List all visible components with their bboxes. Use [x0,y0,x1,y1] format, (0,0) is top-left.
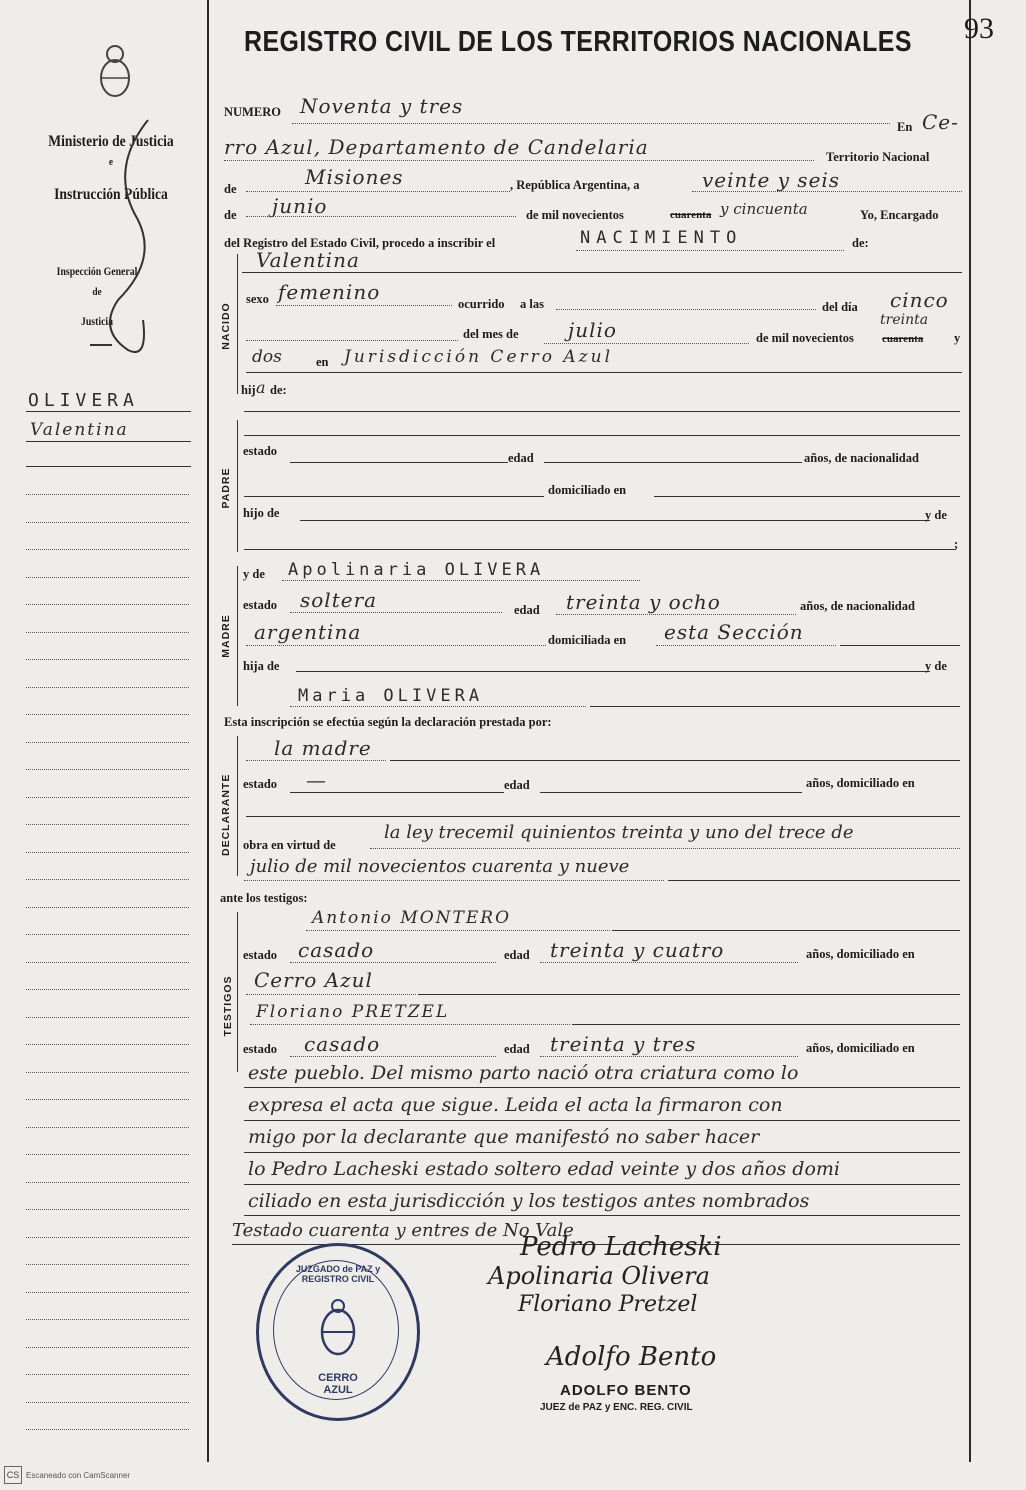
madre-y-de-label: y de [243,567,265,581]
field-line [370,848,960,849]
testigo2-edad: treinta y tres [550,1032,697,1056]
field-line [292,123,890,124]
numero-value: Noventa y tres [300,94,464,118]
madre-y-de2-label: y de [925,659,947,673]
margin-rule [26,549,189,550]
testigos-intro: ante los testigos: [220,891,308,905]
en-label: En [897,120,913,134]
padre-estado-label: estado [243,444,278,458]
testigo1-estado: casado [298,938,375,962]
margin-rule [26,824,189,825]
field-line [692,191,962,192]
field-line [612,930,960,931]
testigo1-edad-label: edad [504,948,530,962]
year-struck: cuarenta [670,209,712,221]
margin-rule [26,1182,189,1183]
field-line [290,1056,496,1057]
section-brace [237,420,238,552]
section-brace [237,912,238,1072]
mes-value: julio [568,318,617,342]
ministry-line-3: Instrucción Pública [54,186,168,203]
testigo1-name: Antonio MONTERO [312,908,512,928]
testigo2-edad-label: edad [504,1042,530,1056]
field-line [556,309,816,310]
margin-rule [26,1017,189,1018]
madre-estado-value: soltera [300,588,378,612]
signature-4: Adolfo Bento [546,1342,717,1372]
month-value: junio [272,194,328,218]
testigo2-estado-label: estado [243,1042,278,1056]
padre-anios-label: años, de nacionalidad [804,451,919,465]
field-line [290,612,502,613]
field-line [244,496,544,497]
margin-rule [26,632,189,633]
padre-semicolon: ; [954,537,959,551]
territorio-label: Territorio Nacional [826,150,930,164]
field-line [296,671,930,672]
de-label: de [224,182,237,196]
margin-rule [26,989,189,990]
seal-emblem-icon [317,1298,359,1358]
padre-edad-label: edad [508,451,534,465]
field-line [246,994,416,995]
field-line [244,1152,960,1153]
ministry-line-1: Ministerio de Justicia [48,133,174,150]
margin-rule [26,577,189,578]
field-line [242,272,962,273]
margin-rule [26,797,189,798]
scanner-footer: Escaneado con CamScanner [26,1471,131,1480]
field-line [540,962,798,963]
dia-value: cinco [890,288,949,312]
margin-rule [26,1072,189,1073]
field-line [572,1024,960,1025]
madre-abuela-value: Maria OLIVERA [298,686,484,706]
field-line [246,216,516,217]
testigo2-anios-label: años, domiciliado en [806,1041,915,1055]
margin-rule [26,1402,189,1403]
del-dia-label: del día [822,300,858,314]
margin-rule [26,1237,189,1238]
field-line [840,645,960,646]
margin-rule [26,687,189,688]
margin-rule [26,879,189,880]
field-line [244,549,956,550]
testigo1-estado-label: estado [243,948,278,962]
jurisdiccion-value: Jurisdicción Cerro Azul [344,347,614,367]
margin-rule [26,934,189,935]
field-line [244,880,664,881]
note-line-4: lo Pedro Lacheski estado soltero edad veinte y dos años domi [248,1158,841,1180]
hija-suffix: a [256,378,266,397]
field-line [246,645,546,646]
nacido-name: Valentina [256,248,360,272]
field-line [290,706,586,707]
testigo2-name: Floriano PRETZEL [256,1002,450,1022]
margin-rule [26,1292,189,1293]
section-brace [237,736,238,876]
field-line [246,372,962,373]
field-line [282,580,640,581]
madre-domiciliada-label: domiciliada en [548,633,627,647]
anio-value2: dos [252,347,282,367]
de3-label: de: [852,236,869,250]
margin-rule [26,1429,189,1430]
camscanner-badge: CS [4,1466,22,1484]
nacido-section-label: NACIDO [220,302,232,350]
hija-de-label: de: [270,383,287,397]
republica-label: , República Argentina, a [510,178,640,192]
field-line [576,250,844,251]
margin-rule [26,1127,189,1128]
field-line [290,792,504,793]
field-line [656,645,836,646]
padre-hijo-label: hijo de [243,506,280,520]
madre-nacionalidad-value: argentina [254,620,362,644]
anio-struck: cuarenta [882,333,924,345]
section-brace [237,254,238,394]
signature-2: Apolinaria Olivera [488,1262,710,1290]
declarante-name: la madre [274,736,372,760]
field-line [390,760,960,761]
declarante-estado-value: — [306,768,327,792]
madre-hija-label: hija de [243,659,280,673]
sexo-value: femenino [278,280,381,304]
seal-bottom-text: CERRO AZUL [318,1372,358,1396]
margin-surname: OLIVERA [28,390,139,411]
testigo2-estado: casado [304,1032,381,1056]
field-line [244,1087,960,1088]
margin-rule [26,1154,189,1155]
day-value: veinte y seis [702,168,841,192]
margin-rule [26,1264,189,1265]
note-line-3: migo por la declarante que manifestó no saber hacer [248,1126,760,1148]
inspection-line-2: de [92,286,102,298]
madre-edad-value: treinta y ocho [566,590,721,614]
declarante-edad-label: edad [504,778,530,792]
declarante-section-label: DECLARANTE [220,773,232,856]
field-line [668,880,960,881]
field-line [244,1215,960,1216]
coat-of-arms-icon [95,40,135,108]
note-line-1: este pueblo. Del mismo parto nació otra criatura como lo [248,1062,799,1084]
madre-edad-label: edad [514,603,540,617]
field-line [244,1184,960,1185]
field-line [290,962,496,963]
field-line [540,792,802,793]
field-line [590,706,960,707]
signature-3: Floriano Pretzel [518,1292,698,1317]
field-line [276,305,452,306]
anio-y-label: y [954,331,961,345]
testigos-section-label: TESTIGOS [222,975,234,1037]
field-line [306,930,610,931]
madre-estado-label: estado [243,598,278,612]
testigo1-anios-label: años, domiciliado en [806,947,915,961]
margin-rule [26,659,189,660]
field-line [544,343,749,344]
field-line [556,614,796,615]
field-line [244,1120,960,1121]
margin-rule [26,1099,189,1100]
margin-rule [26,1044,189,1045]
margin-line [26,441,191,442]
margin-line [26,411,191,412]
padre-section-label: PADRE [220,467,232,509]
anio-above: treinta [880,312,929,328]
declarante-obra-label: obra en virtud de [243,838,336,852]
act-value: NACIMIENTO [580,228,743,248]
margin-rule [26,852,189,853]
margin-rule [26,714,189,715]
field-line [246,816,960,817]
declarante-estado-label: estado [243,777,278,791]
madre-section-label: MADRE [220,614,232,658]
margin-rule [26,1319,189,1320]
margin-rule [26,1374,189,1375]
ministry-line-2: e [108,156,114,168]
anio-label: de mil novecientos [756,331,854,345]
field-line [300,520,930,521]
year-label: de mil novecientos [526,208,624,222]
margin-line [26,466,191,467]
margin-rule [26,742,189,743]
field-line [290,462,508,463]
margin-rule [26,604,189,605]
field-line [250,1024,570,1025]
signer-printed-title: JUEZ de PAZ y ENC. REG. CIVIL [540,1402,693,1413]
margin-rule [26,962,189,963]
declarante-intro: Esta inscripción se efectúa según la declaración prestada por: [224,715,552,729]
margin-rule [26,1209,189,1210]
margin-rule [26,522,189,523]
declarante-anios-label: años, domiciliado en [806,776,915,790]
declarante-obra-value: la ley trecemil quinientos treinta y uno del trece de [384,822,854,843]
section-brace [237,566,238,706]
field-line [246,191,510,192]
seal-top-text: JUZGADO de PAZ y REGISTRO CIVIL [295,1264,381,1284]
official-seal [256,1243,420,1421]
yo-label: Yo, Encargado [860,208,939,222]
margin-rule [26,769,189,770]
page-title: REGISTRO CIVIL DE LOS TERRITORIOS NACIONALES [244,26,912,58]
year-value: y cincuenta [720,200,808,218]
field-line [540,1056,798,1057]
madre-domicilio-value: esta Sección [664,620,804,644]
testigo1-domicilio: Cerro Azul [254,968,373,992]
inspection-line-1: Inspección General [56,266,138,278]
hija-label: hij [241,383,256,397]
declarante-obra-value2: julio de mil novecientos cuarenta y nueve [250,856,630,877]
field-line [544,462,802,463]
numero-label: NUMERO [224,105,281,119]
field-line [418,994,960,995]
madre-name: Apolinaria OLIVERA [288,560,545,580]
a-las-label: a las [520,297,544,311]
jurisdiccion-label: en [316,355,329,369]
testigo1-edad: treinta y cuatro [550,938,725,962]
field-line [244,435,960,436]
folio-number: 93 [964,12,994,45]
field-line [224,160,814,161]
field-line [654,496,960,497]
territory-value: Misiones [305,165,404,189]
ocurrido-label: ocurrido [458,297,505,311]
field-line [244,411,960,412]
en-value: Ce- [922,110,959,134]
signer-printed-name: ADOLFO BENTO [560,1382,692,1399]
padre-y-de-label: y de [925,508,947,522]
margin-rule [26,907,189,908]
margin-rule [26,1347,189,1348]
margin-given-name: Valentina [30,420,129,440]
note-line-5: ciliado en esta jurisdicción y los testigos antes nombrados [248,1190,810,1212]
place-value: rro Azul, Departamento de Candelaria [224,135,649,159]
note-line-6: Testado cuarenta y entres de No Vale [232,1220,574,1241]
field-line [246,760,386,761]
padre-domiciliado-label: domiciliado en [548,483,627,497]
field-line [246,340,458,341]
signature-1: Pedro Lacheski [520,1232,722,1262]
mes-label: del mes de [463,327,519,341]
madre-anios-label: años, de nacionalidad [800,599,915,613]
note-line-2: expresa el acta que sigue. Leida el acta la firmaron con [248,1094,783,1116]
registro-label: del Registro del Estado Civil, procedo a inscribir el [224,236,496,250]
sexo-label: sexo [246,292,269,306]
margin-rule [26,494,189,495]
margin-signature-icon [98,110,158,360]
inspection-line-3: Justicia [80,316,114,328]
de2-label: de [224,208,237,222]
